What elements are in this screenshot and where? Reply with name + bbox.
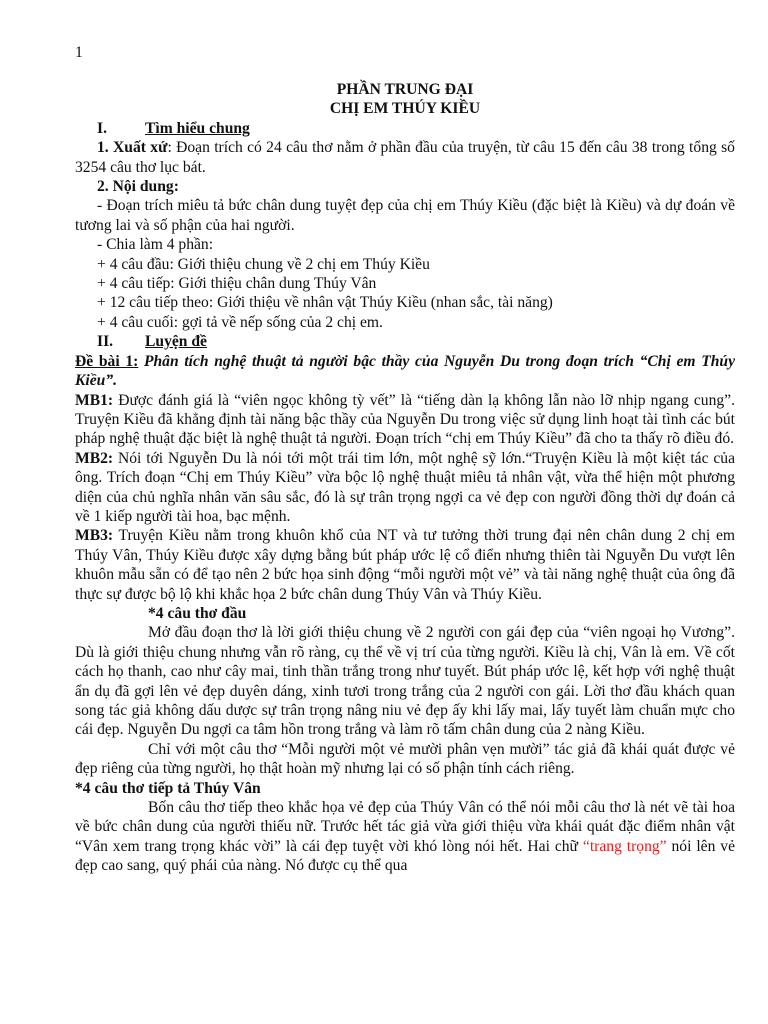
- label-noi-dung: 2. Nội dung:: [97, 178, 179, 196]
- paragraph-thuy-van: [75, 798, 735, 876]
- page-number: 1: [75, 44, 83, 61]
- highlight-trang-trong: “trang trọng”: [582, 837, 667, 855]
- section-number: II.: [97, 333, 114, 351]
- heading-4-cau-dau: *4 câu thơ đầu: [148, 604, 247, 622]
- paragraph-noi-dung-1: - Đoạn trích miêu tả bức chân dung tuyệt đẹp của chị em Thúy Kiều (đặc biệt là Kiều) và dự đoán về tương lai và số phận của hai người.: [75, 197, 735, 234]
- paragraph-4-cau-dau-1: Mở đầu đoạn thơ là lời giới thiệu chung về 2 người con gái đẹp của “viên ngoại họ Vương”. Dù là giới thiệu chung nhưng vẫn rõ ràng, cụ thể về vị trí của từng người. Kiều là chị, Vân là em. Về cốt cách họ thanh, cao như cây mai, tinh thần trắng trong như tuyết. Bút pháp ước lệ, kết hợp với nghệ thuật ẩn dụ đã gợi lên vẻ đẹp duyên dáng, xinh tươi trong trắng của 2 người con gái. Lời thơ đầu khách quan song tác giả không dấu dược sự trân trọng nâng niu vẻ đẹp ấy khi lấy mai, lấy tuyết làm chuẩn mực cho cái đẹp. Nguyễn Du ngợi ca tâm hồn trong trắng và làm rõ tấm chân dung của 2 nàng Kiều.: [75, 624, 735, 739]
- paragraph-noi-dung-6: + 4 câu cuối: gợi tả về nếp sống của 2 chị em.: [97, 313, 383, 331]
- paragraph-mb3: [75, 526, 735, 604]
- text-thuy-van-a: Bốn câu thơ tiếp theo khắc họa vẻ đẹp của Thúy Vân có thể nói mỗi câu thơ là nét vẽ tài hoa về bức chân dung của người thiếu nữ. Trước hết tác giả vừa giới thiệu vừa khái quát đặc điểm nhân vật “Vân xem trang trọng khác vời” là cái đẹp tuyệt vời khó lòng nói hết. Hai chữ: [75, 799, 735, 855]
- paragraph-noi-dung-4: + 4 câu tiếp: Giới thiệu chân dung Thúy Vân: [97, 275, 377, 293]
- document-body: [75, 44, 735, 876]
- paragraph-mb1: [75, 391, 735, 449]
- label-mb2: MB2:: [75, 449, 114, 467]
- section-label: Luyện đề: [145, 333, 207, 351]
- paragraph-mb2: [75, 449, 735, 527]
- section-number: I.: [97, 119, 107, 137]
- heading-thuy-van: *4 câu thơ tiếp tả Thúy Vân: [75, 779, 261, 797]
- label-xuat-xu: 1. Xuất xứ: [97, 139, 168, 157]
- section-heading-1: [75, 119, 735, 138]
- paragraph-4-cau-dau-2: Chỉ với một câu thơ “Mỗi người một vẻ mười phân vẹn mười” tác giả đã khái quát được vẻ đẹp riêng của từng người, họ thật hoàn mỹ nhưng lại có số phận tính cách riêng.: [75, 740, 735, 778]
- paragraph-de-bai: [75, 352, 735, 391]
- text-de-bai: Phân tích nghệ thuật tả người bậc thầy của Nguyễn Du trong đoạn trích “Chị em Thúy Kiều”.: [75, 352, 735, 390]
- text-thuy-van-b: nói lên vẻ đẹp cao sang, quý phái của nàng. Nó được cụ thể qua: [75, 837, 736, 875]
- label-mb3: MB3:: [75, 527, 114, 545]
- label-mb1: MB1:: [75, 391, 114, 409]
- section-heading-2: [75, 332, 735, 351]
- label-de-bai: Đề bài 1:: [75, 352, 139, 370]
- paragraph-xuat-xu: [75, 138, 735, 177]
- document-title-line1: PHẦN TRUNG ĐẠI: [336, 81, 474, 98]
- paragraph-noi-dung-3: + 4 câu đầu: Giới thiệu chung về 2 chị em Thúy Kiều: [97, 255, 430, 273]
- text-mb3: Truyện Kiều nằm trong khuôn khổ của NT và tư tưởng thời trung đại nên chân dung 2 chị em Thúy Vân, Thúy Kiều được xây dựng bằng bút pháp ước lệ cổ điển nhưng thiên tài Nguyễn Du vượt lên khuôn mẫu sẵn có để tạo nên 2 bức họa sinh động “mỗi người một vẻ” và tài năng nghệ thuật của ông đã thực sự được bộ lộ khi khắc họa 2 bức chân dung Thúy Vân và Thúy Kiều.: [75, 527, 735, 603]
- text-xuat-xu: : Đoạn trích có 24 câu thơ nằm ở phần đầu của truyện, từ câu 15 đến câu 38 trong tổng số 3254 câu thơ lục bát.: [75, 139, 735, 176]
- document-title-line2: CHỊ EM THÚY KIỀU: [329, 100, 481, 118]
- paragraph-noi-dung-5: + 12 câu tiếp theo: Giới thiệu về nhân vật Thúy Kiều (nhan sắc, tài năng): [97, 294, 553, 312]
- text-mb2: Nói tới Nguyễn Du là nói tới một trái tim lớn, một nghệ sỹ lớn.“Truyện Kiều là một kiệt tác của ông. Trích đoạn “Chị em Thúy Kiều” vừa bộc lộ nghệ thuật miêu tả nhân vật, vừa thể hiện một phương diện của chủ nghĩa nhân văn sâu sắc, đó là sự trân trọng ngợi ca vẻ đẹp con người đồng thời dự đoán cả về 1 kiếp người tài hoa, bạc mệnh.: [75, 449, 735, 525]
- paragraph-noi-dung-2: - Chia làm 4 phần:: [97, 236, 214, 254]
- section-label: Tìm hiểu chung: [145, 119, 250, 137]
- text-mb1: Được đánh giá là “viên ngọc không tỳ vết” là “tiếng dàn lạ không lẫn nào lỡ nhịp ngang cung”. Truyện Kiều đã khẳng định tài năng bậc thầy của Nguyễn Du trong việc sử dụng linh hoạt tài tình các bút pháp nghệ thuật đặc biệt là nghệ thuật tả người. Đoạn trích “chị em Thúy Kiều” đã cho ta thấy rõ điều đó.: [75, 391, 735, 448]
